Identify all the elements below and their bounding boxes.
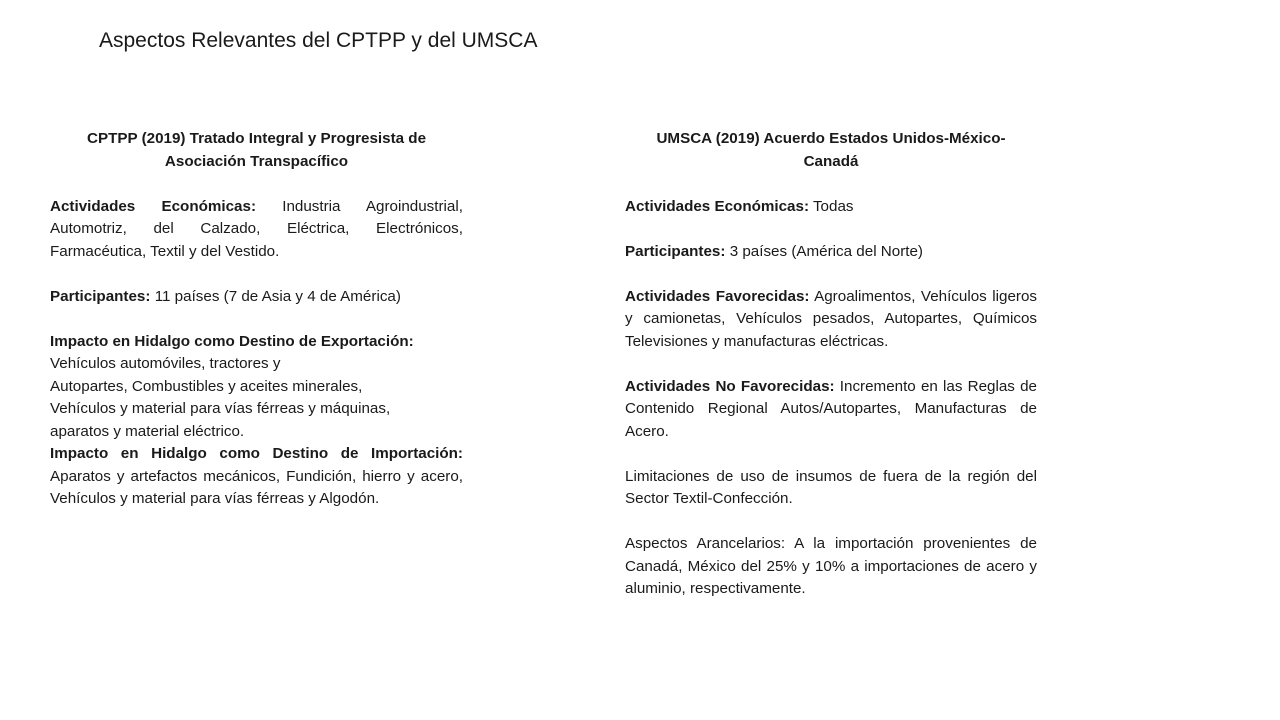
umsca-favored-label: Actividades Favorecidas: — [625, 287, 810, 305]
umsca-favored-text: Agroalimentos, Vehículos ligeros y camionetas, Vehículos pesados, Autopartes, Químicos Televisiones y manufacturas eléctricas. — [625, 287, 1037, 350]
umsca-limitations: Limitaciones de uso de insumos de fuera de la región del Sector Textil-Confección. — [625, 467, 1037, 507]
umsca-not-favored-label: Actividades No Favorecidas: — [625, 377, 835, 395]
umsca-not-favored-activities — [625, 376, 1037, 444]
umsca-not-favored-text: Incremento en las Reglas de Contenido Regional Autos/Autopartes, Manufacturas de Acero. — [625, 377, 1037, 440]
cptpp-import-text: Aparatos y artefactos mecánicos, Fundición, hierro y acero, Vehículos y material para vías férreas y Algodón. — [50, 467, 463, 507]
cptpp-heading-line2: Asociación Transpacífico — [164, 152, 349, 170]
cptpp-economic-activities — [50, 196, 463, 264]
cptpp-export-label: Impacto en Hidalgo como Destino de Exportación: — [50, 332, 414, 350]
cptpp-export-line: Autopartes, Combustibles y aceites minerales, — [50, 377, 363, 395]
cptpp-export-line: Vehículos y material para vías férreas y máquinas, — [50, 400, 391, 417]
umsca-economic-label: Actividades Económicas: — [625, 197, 810, 215]
cptpp-participants-text: 11 países (7 de Asia y 4 de América) — [154, 287, 401, 305]
umsca-participants-label: Participantes: — [625, 242, 726, 260]
cptpp-import-impact — [50, 443, 463, 511]
umsca-heading — [625, 128, 1037, 173]
cptpp-import-label: Impacto en Hidalgo como Destino de Importación: — [50, 445, 463, 462]
umsca-heading-line1: UMSCA (2019) Acuerdo Estados Unidos-México- — [656, 130, 1006, 147]
umsca-tariff-aspects: Aspectos Arancelarios: A la importación provenientes de Canadá, México del 25% y 10% a importaciones de acero y aluminio, respectivamente. — [625, 535, 1037, 597]
cptpp-export-impact — [50, 331, 463, 444]
cptpp-heading-line1: CPTPP (2019) Tratado Integral y Progresista de — [86, 130, 427, 147]
umsca-participants-text: 3 países (América del Norte) — [729, 242, 923, 260]
umsca-column — [625, 128, 1037, 601]
umsca-heading-line2: Canadá — [803, 152, 859, 170]
slide-title: Aspectos Relevantes del CPTPP y del UMSCA — [99, 29, 538, 52]
umsca-economic-text: Todas — [812, 197, 854, 215]
umsca-favored-activities — [625, 286, 1037, 354]
umsca-participants — [625, 241, 1037, 264]
cptpp-participants-label: Participantes: — [50, 287, 151, 305]
cptpp-export-line: aparatos y material eléctrico. — [50, 422, 245, 440]
cptpp-export-line: Vehículos automóviles, tractores y — [50, 355, 281, 372]
cptpp-participants — [50, 286, 463, 309]
cptpp-column — [50, 128, 463, 511]
cptpp-economic-text: Industria Agroindustrial, Automotriz, del Calzado, Eléctrica, Electrónicos, Farmacéutica, Textil y del Vestido. — [50, 197, 463, 260]
cptpp-economic-label: Actividades Económicas: — [50, 197, 257, 215]
cptpp-heading — [50, 128, 463, 173]
umsca-economic-activities — [625, 196, 1037, 219]
